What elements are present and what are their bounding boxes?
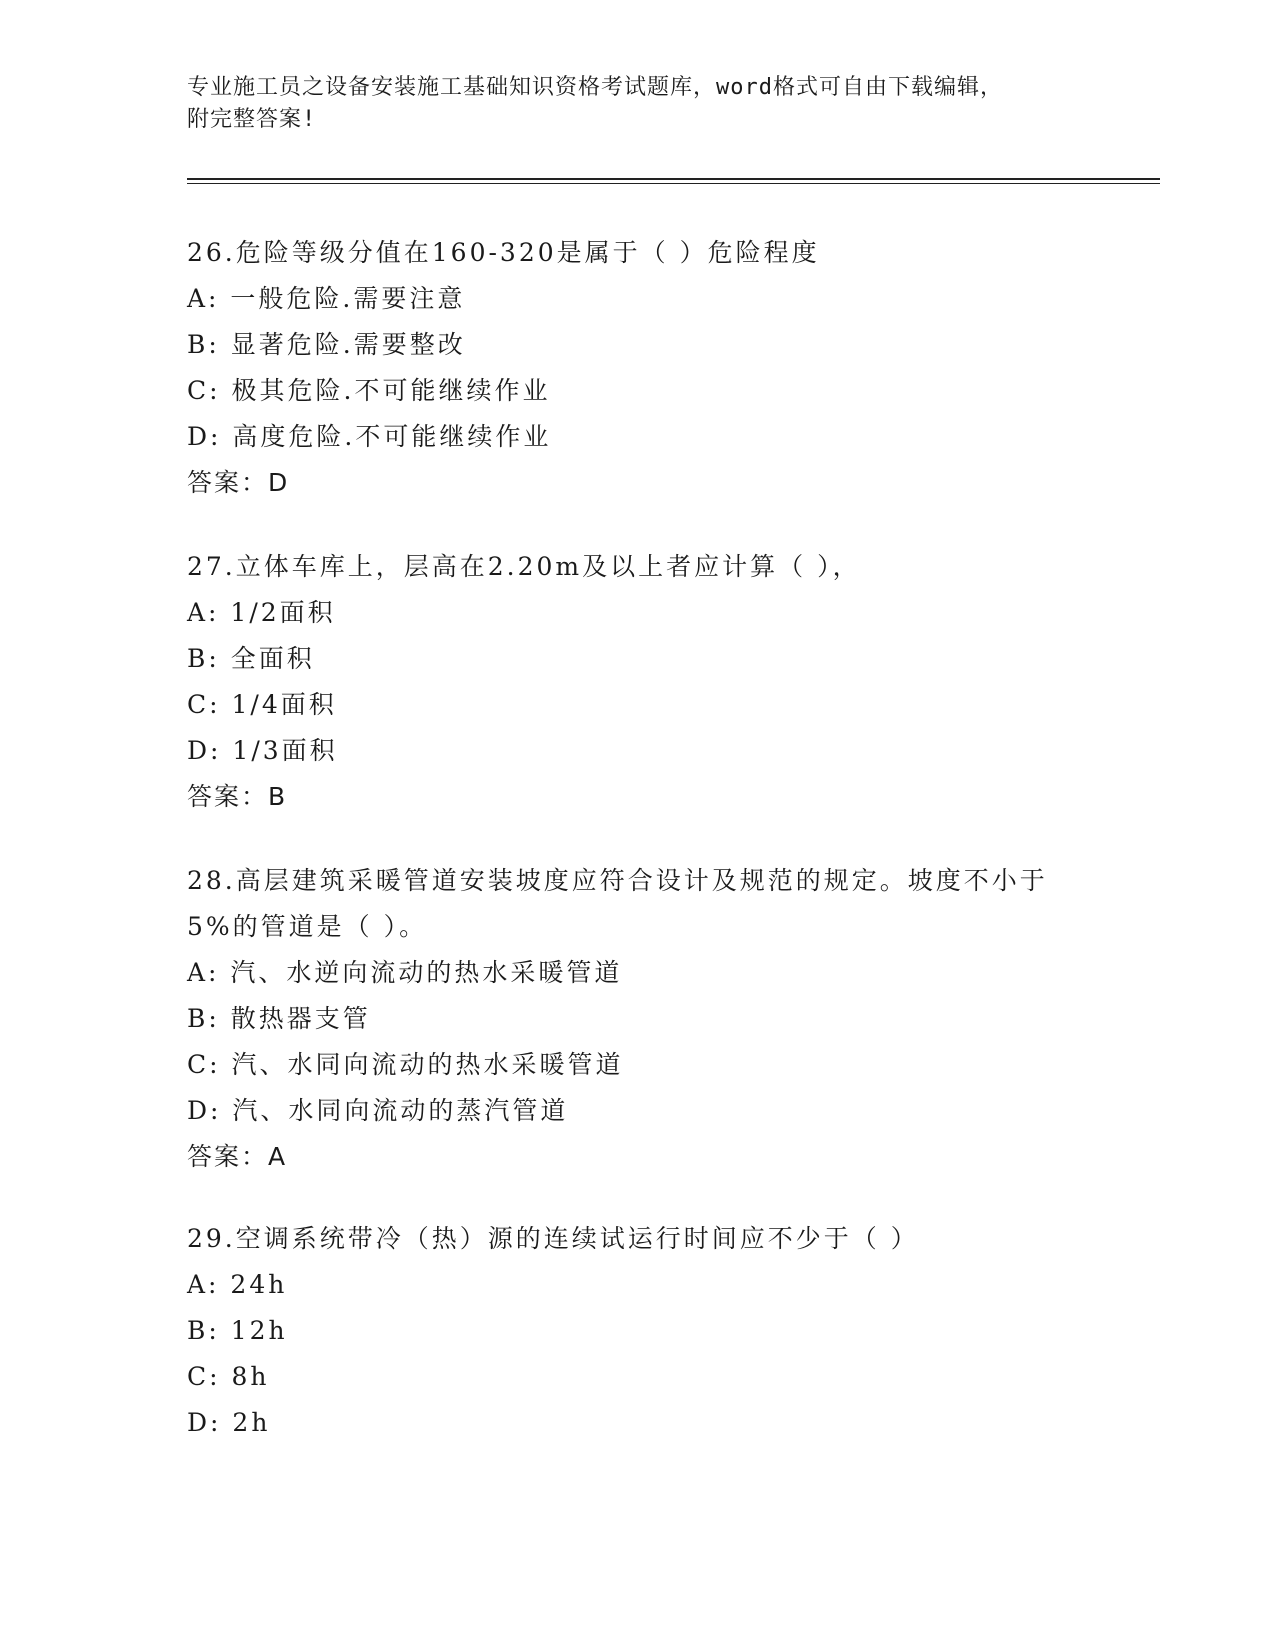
question-29 [187, 1216, 1167, 1446]
answer: 答案：A [187, 1142, 288, 1171]
option-b: B: 全面积 [187, 644, 315, 673]
option-c: C: 8h [187, 1362, 270, 1391]
option-c: C: 汽、水同向流动的热水采暖管道 [187, 1050, 624, 1079]
option-d: D: 2h [187, 1408, 271, 1437]
question-stem-line-1: 28.高层建筑采暖管道安装坡度应符合设计及规范的规定。坡度不小于 [187, 866, 1048, 895]
option-d: D: 高度危险.不可能继续作业 [187, 422, 552, 451]
question-28 [187, 858, 1167, 1180]
option-a: A: 1/2面积 [187, 598, 336, 627]
option-b: B: 显著危险.需要整改 [187, 330, 466, 359]
header-divider-thin [187, 183, 1160, 184]
option-a: A: 24h [187, 1270, 288, 1299]
option-a: A: 一般危险.需要注意 [187, 284, 466, 313]
question-stem: 29.空调系统带冷（热）源的连续试运行时间应不少于（ ） [187, 1224, 919, 1253]
question-stem-line-2: 5%的管道是（ ）。 [187, 912, 428, 941]
question-27 [187, 544, 1167, 820]
option-c: C: 1/4面积 [187, 690, 337, 719]
option-d: D: 汽、水同向流动的蒸汽管道 [187, 1096, 569, 1125]
question-26 [187, 230, 1167, 506]
header-line-1: 专业施工员之设备安装施工基础知识资格考试题库，word格式可自由下载编辑， [187, 75, 1003, 100]
option-c: C: 极其危险.不可能继续作业 [187, 376, 551, 405]
header-divider [187, 178, 1160, 180]
header-line-2: 附完整答案! [187, 107, 317, 132]
question-stem: 27.立体车库上，层高在2.20m及以上者应计算（ ）， [187, 552, 861, 581]
option-d: D: 1/3面积 [187, 736, 338, 765]
option-a: A: 汽、水逆向流动的热水采暖管道 [187, 958, 623, 987]
answer: 答案：B [187, 782, 288, 811]
option-b: B: 散热器支管 [187, 1004, 371, 1033]
question-stem: 26.危险等级分值在160-320是属于（ ）危险程度 [187, 238, 820, 267]
document-header [187, 72, 1087, 136]
answer: 答案：D [187, 468, 290, 497]
option-b: B: 12h [187, 1316, 288, 1345]
